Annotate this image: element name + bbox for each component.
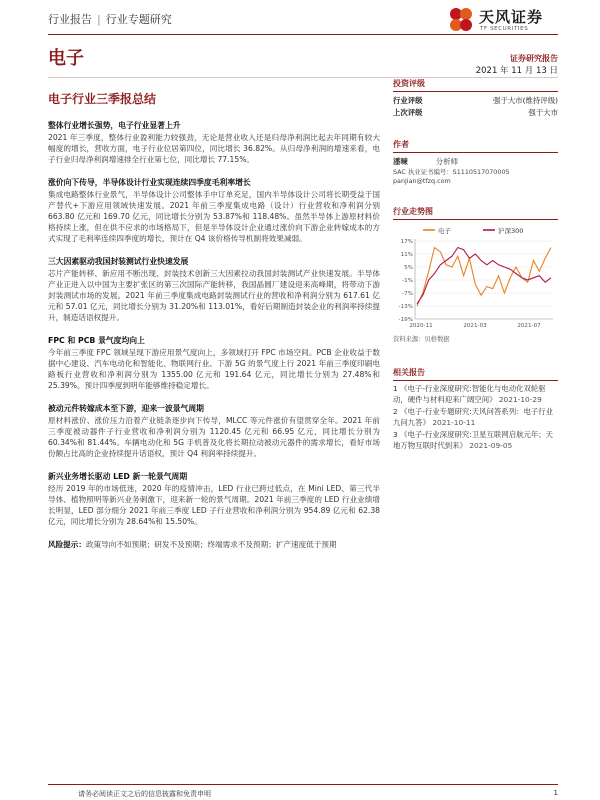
related-date: 2021-10-29 xyxy=(498,394,542,404)
sidebar xyxy=(393,78,558,453)
rating-row xyxy=(393,107,558,119)
legend-label: 电子 xyxy=(438,227,451,235)
section-body: 2021 年三季度，整体行业盈利能力较强劲，无论是营业收入还是归母净利润比起去年同期有较大幅度的增长，营收方面，电子行业位居第四位，同比增长 36.82%。从归母净利润的增速来看，电子行业归母净利润增速排全行业第七位，同比增长 77.15%。 xyxy=(48,133,380,164)
section-body: 芯片产能转移、新应用不断出现、封装技术创新三大因素拉动我国封装测试产业快速发展。半导体产业正进入以中国为主要扩张区的第三次国际产能转移，我国晶圆厂建设迎来高峰期，将带动下游封装测试市场的发展。2021 年前三季度集成电路封装测试行业的营收和净利润分别为 617.61 亿元和 57.01 亿元，同比增长分别为 31.20%和 113.01%，看好后期制造封装企业的利润率持续提升，制造话语权提升。 xyxy=(48,269,380,322)
rating-key: 上次评级 xyxy=(393,108,423,117)
rating-heading: 投资评级 xyxy=(393,78,558,92)
report-type: 行业报告 xyxy=(48,13,92,26)
author-email[interactable]: panjian@tfzq.com xyxy=(393,177,451,185)
trend-chart-svg xyxy=(393,223,558,331)
x-tick-label: 2021-03 xyxy=(463,323,487,329)
risk-label: 风险提示： xyxy=(48,540,86,549)
section-6 xyxy=(48,471,380,527)
y-tick-label: -13% xyxy=(398,304,413,310)
author-role: 分析师 xyxy=(435,157,458,166)
related-number: 3 xyxy=(393,430,398,439)
rating-row xyxy=(393,95,558,107)
related-heading: 相关报告 xyxy=(393,367,558,381)
y-tick-label: -7% xyxy=(402,291,413,297)
chart-source: 资料来源：贝格数据 xyxy=(393,336,450,343)
rating-value: 强于大市 xyxy=(528,108,558,117)
brand-name: 天风证券 xyxy=(479,8,544,26)
rating-key: 行业评级 xyxy=(393,96,423,105)
y-tick-label: -19% xyxy=(398,317,413,323)
section-heading: 整体行业增长强势，电子行业显著上升 xyxy=(48,121,181,130)
brand-logo xyxy=(447,4,557,38)
x-tick-label: 2021-07 xyxy=(517,323,541,329)
section-4 xyxy=(48,335,380,391)
related-report[interactable] xyxy=(393,384,558,405)
author-cert: SAC 执业证书编号：S1110517070005 xyxy=(393,168,510,176)
related-title: 《电子-行业深度研究:智能化与电动化双轮驱动，硬件与材料迎来广阔空间》 xyxy=(393,384,546,404)
related-title: 《电子-行业专题研究:天风问答系列：电子行业九问九答》 xyxy=(393,407,554,427)
report-date: 2021 年 11 月 13 日 xyxy=(475,66,558,76)
y-tick-label: 17% xyxy=(400,239,413,245)
section-heading: FPC 和 PCB 景气度均向上 xyxy=(48,336,145,345)
related-report[interactable] xyxy=(393,430,558,451)
author-name: 潘暕 xyxy=(393,157,408,166)
brand-mark-icon xyxy=(447,6,475,34)
section-1 xyxy=(48,120,380,165)
series-line-csi300 xyxy=(417,248,551,304)
trend-chart xyxy=(393,223,558,331)
section-heading: 新兴业务增长驱动 LED 新一轮景气周期 xyxy=(48,472,188,481)
risk-text: 政策导向不如预期；研发不及预期；终端需求不及预期；扩产速度低于预期 xyxy=(85,540,337,549)
industry-name: 电子 xyxy=(48,48,84,69)
section-body: 集成电路整体行业景气，半导体设计公司整体手中订单充足，国内半导体设计公司将长期受益于国产替代+下游应用领域快速发展。2021 年前三季度集成电路（设计）行业营收和净利润分别 663.80 亿元和 169.70 亿元，同比增长分别为 53.87%和 118.48%。虽然半导体上游原材料价格持续上涨，但在供不应求的市场格局下，但是半导体设计企业通过涨价向下游企业转嫁成本的方式实现了毛利率连续四季度的增长，预计在 Q4 该价格传导机制将效果减弱。 xyxy=(48,190,380,243)
section-heading: 被动元件转嫁成本至下游，迎来一波景气周期 xyxy=(48,404,204,413)
section-body: 经历 2019 年的市场低迷，2020 年的疫情冲击，LED 行业已跨过低点，在 Mini LED、第三代半导体、植物照明等新兴业务刺激下，迎来新一轮的景气周期。2021 年前三季度的 LED 行业业绩增长明显，LED 部分细分 2021 年前三季度 LED 子行业营收和净利润分别为 954.89 亿元和 62.38 亿元，同比增长分别为 28.64%和 15.50%。 xyxy=(48,484,380,526)
related-title: 《电子-行业深度研究:卫星互联网启航元年；天地万物互联时代到来》 xyxy=(393,430,554,450)
section-5 xyxy=(48,403,380,459)
brand-name-en: TF SECURITIES xyxy=(480,26,529,32)
related-number: 1 xyxy=(393,384,398,393)
page-title: 电子行业三季报总结 xyxy=(48,92,157,106)
section-body: 今年前三季度 FPC 领域呈现下游应用景气度向上，多领域打开 FPC 市场空间。PCB 企业收益于数据中心建设、汽车电动化和智能化、物联网行业、下游 5G 的景气度上行 2021 年前三季度印刷电路板行业营收和净利润分别为 1355.00 亿元和 191.64 亿元，同比增长分别为 27.48%和 25.39%。预计四季度到明年能够维持稳定增长。 xyxy=(48,348,380,390)
author-heading: 作者 xyxy=(393,139,558,153)
page-number: 1 xyxy=(553,789,558,797)
series-line-electronics xyxy=(417,248,551,307)
rating-value: 强于大市(维持评级) xyxy=(493,96,558,105)
trend-heading: 行业走势图 xyxy=(393,206,558,220)
main-content xyxy=(48,120,380,550)
related-report[interactable] xyxy=(393,407,558,428)
section-heading: 三大因素驱动我国封装测试行业快速发展 xyxy=(48,257,189,266)
report-type-header: 行业报告 | 行业专题研究 xyxy=(48,13,172,26)
y-tick-label: 5% xyxy=(404,265,413,271)
related-date: 2021-10-11 xyxy=(432,417,476,427)
section-heading: 涨价向下传导，半导体设计行业实现连续四季度毛利率增长 xyxy=(48,178,251,187)
related-number: 2 xyxy=(393,407,398,416)
related-date: 2021-09-05 xyxy=(469,440,513,450)
legend-label: 沪深300 xyxy=(498,227,524,235)
report-kind: 证券研究报告 xyxy=(510,54,558,63)
section-body: 原材料涨价、涨价压力沿着产业链条逐步向下传导，MLCC 等元件涨价有望贯穿全年。2021 年前三季度被动器件子行业营收和净利润分别为 1120.45 亿元和 66.95 亿元，同比增长分别为 60.34%和 81.44%。车辆电动化和 5G 手机普及化将长期拉动被动元器件的需求增长，看好市场份额占比高的企业持续提升话语权，预计 Q4 利润率持续提升。 xyxy=(48,416,380,458)
section-3 xyxy=(48,256,380,323)
footer-disclaimer: 请务必阅读正文之后的信息披露和免责申明 xyxy=(78,790,211,798)
x-tick-label: 2020-11 xyxy=(409,323,433,329)
author-line xyxy=(393,156,558,168)
section-2 xyxy=(48,177,380,244)
report-subtype: 行业专题研究 xyxy=(105,13,172,26)
footer-divider xyxy=(48,784,558,785)
y-tick-label: -1% xyxy=(402,278,413,284)
risk-warning xyxy=(48,539,380,550)
y-tick-label: 11% xyxy=(400,252,413,258)
header-divider xyxy=(48,34,558,35)
